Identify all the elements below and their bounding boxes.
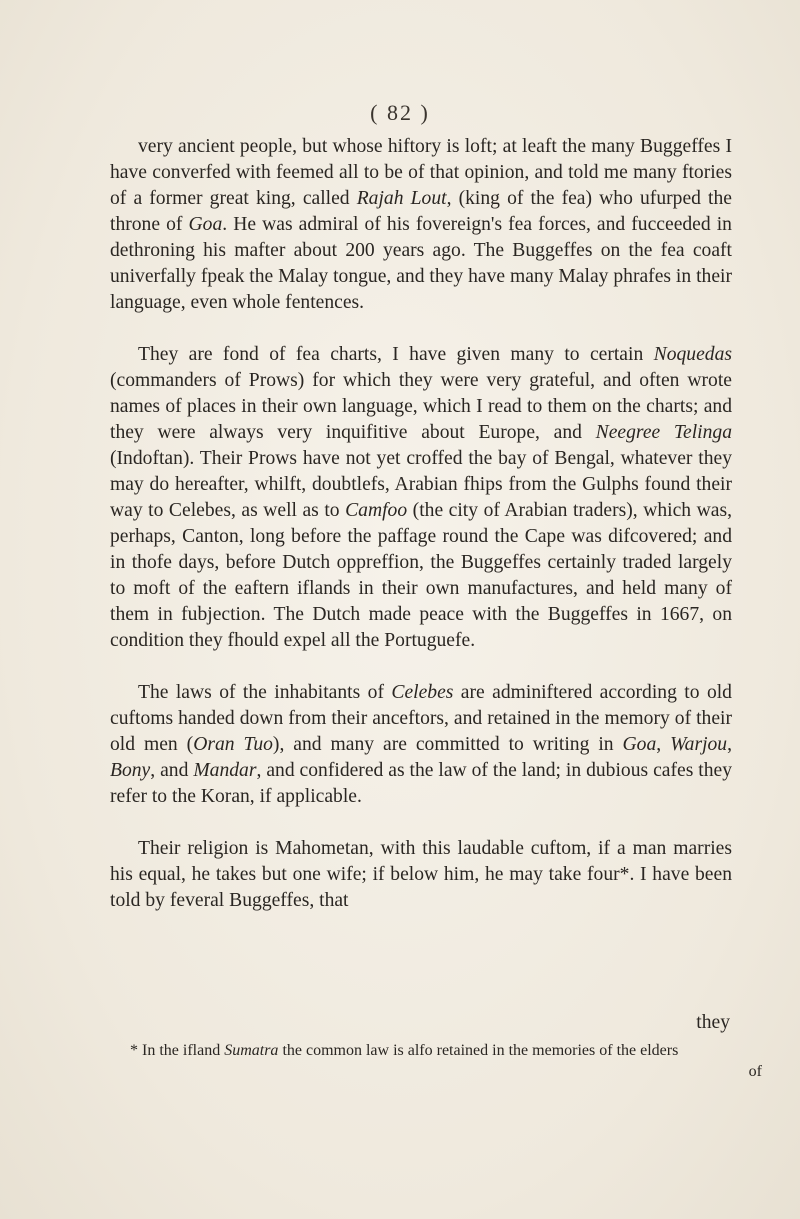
- italic-term: Rajah Lout: [356, 188, 447, 209]
- italic-term: Mandar: [193, 760, 257, 781]
- paragraph-2: They are fond of fea charts, I have given many to certain Noquedas (commanders of Prows) for which they were very grateful, and often wrote names of places in their own language, which I read to them on the charts; and they were always very inquifitive about Europe, and Neegree Telinga (Indoftan). Their Prows have not yet croffed the bay of Bengal, whatever they may do hereafter, whilft, doubtlefs, Arabian fhips from the Gulphs found their way to Celebes, as well as to Camfoo (the city of Arabian traders), which was, perhaps, Canton, long before the paffage round the Cape was difcovered; and in thofe days, before Dutch oppreffion, the Buggeffes certainly traded largely to moft of the eaftern iflands in their own manufactures, and held many of them in fubjection. The Dutch made peace with the Buggeffes in 1667, on condition they fhould expel all the Portuguefe.: [110, 344, 732, 651]
- footnote: [130, 1040, 762, 1082]
- page-number-header: ( 82 ): [370, 100, 430, 125]
- body-text: [110, 134, 732, 914]
- italic-term: Bony: [110, 760, 151, 781]
- paragraph-4: Their religion is Mahometan, with this laudable cuftom, if a man marries his equal, he takes but one wife; if below him, he may take four*. I have been told by feveral Buggeffes, that: [110, 838, 732, 911]
- italic-term: Neegree Telinga: [595, 422, 732, 443]
- footnote-catchword: of: [748, 1063, 762, 1080]
- footnote-text: * In the ifland Sumatra the common law is alfo retained in the memories of the elders: [130, 1042, 679, 1059]
- italic-term: Goa: [622, 734, 657, 755]
- italic-term: Sumatra: [224, 1042, 279, 1059]
- italic-term: Camfoo: [345, 500, 408, 521]
- paragraph-1: very ancient people, but whose hiftory is loft; at leaft the many Buggeffes I have converfed with feemed all to be of that opinion, and told me many ftories of a former great king, called Rajah Lout, (king of the fea) who ufurped the throne of Goa. He was admiral of his fovereign's fea forces, and fucceeded in dethroning his mafter about 200 years ago. The Buggeffes on the fea coaft univerfally fpeak the Malay tongue, and they have many Malay phrafes in their language, even whole fentences.: [110, 136, 732, 313]
- paragraph-3: The laws of the inhabitants of Celebes are adminiftered according to old cuftoms handed down from their anceftors, and retained in the memory of their old men (Oran Tuo), and many are committed to writing in Goa, Warjou, Bony, and Mandar, and confidered as the law of the land; in dubious cafes they refer to the Koran, if applicable.: [110, 682, 733, 807]
- italic-term: Celebes: [391, 682, 454, 703]
- italic-term: Noquedas: [653, 344, 732, 365]
- catchword: they: [696, 1012, 730, 1033]
- italic-term: Oran Tuo: [193, 734, 273, 755]
- italic-term: Goa: [188, 214, 223, 235]
- italic-term: Warjou: [670, 734, 728, 755]
